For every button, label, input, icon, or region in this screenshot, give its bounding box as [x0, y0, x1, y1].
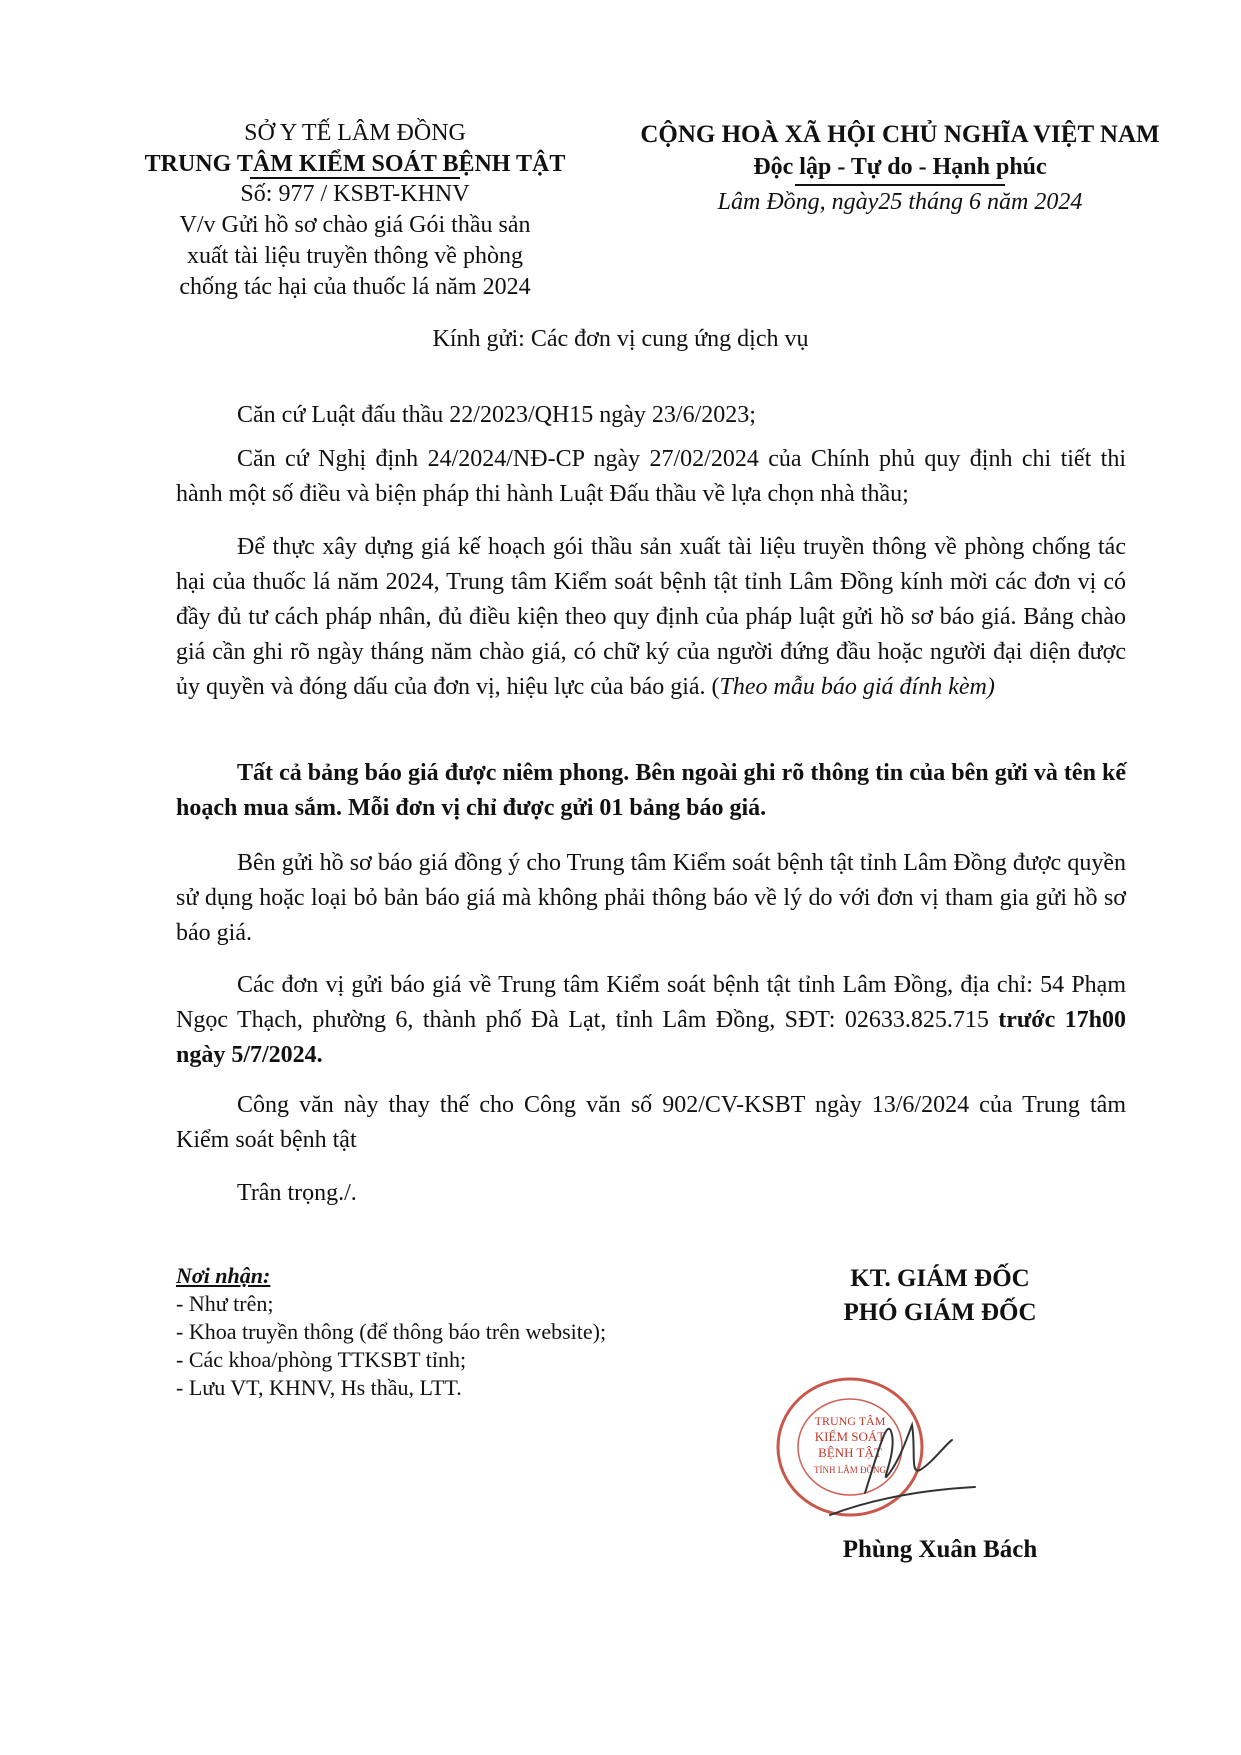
stamp-text: KIỂM SOÁT	[814, 1429, 886, 1444]
agency-name: SỞ Y TẾ LÂM ĐỒNG	[244, 120, 466, 146]
paragraph-sealed-notice: Tất cả bảng báo giá được niêm phong. Bên ngoài ghi rõ thông tin của bên gửi và tên kế hoạch mua sắm. Mỗi đơn vị chỉ được gửi 01 bảng báo giá.	[176, 760, 1126, 821]
stamp-text: TỈNH LÂM ĐỒNG	[814, 1465, 886, 1475]
signer-name: Phùng Xuân Bách	[842, 1536, 1038, 1563]
paragraph-legal-basis-2: Căn cứ Nghị định 24/2024/NĐ-CP ngày 27/02/2024 của Chính phủ quy định chi tiết thi hành một số điều và biện pháp thi hành Luật Đấu thầu về lựa chọn nhà thầu;	[176, 446, 1126, 507]
paragraph-invitation: Để thực xây dựng giá kế hoạch gói thầu sản xuất tài liệu truyền thông về phòng chống tác hại của thuốc lá năm 2024, Trung tâm Kiểm soát bệnh tật tỉnh Lâm Đồng kính mời các đơn vị có đầy đủ tư cách pháp nhân, đủ điều kiện theo quy định của pháp luật gửi hồ sơ báo giá. Bảng chào giá cần ghi rõ ngày tháng năm chào giá, có chữ ký của người đứng đầu hoặc người đại diện được ủy quyền và đóng dấu của đơn vị, hiệu lực của báo giá. (Theo mẫu báo giá đính kèm)	[176, 534, 1126, 700]
signature-title-2: PHÓ GIÁM ĐỐC	[843, 1299, 1037, 1326]
subject-line-2: xuất tài liệu truyền thông về phòng	[187, 243, 523, 269]
stamp-text: BỆNH TẬT	[818, 1445, 882, 1460]
paragraph-legal-basis-1: Căn cứ Luật đấu thầu 22/2023/QH15 ngày 23/6/2023;	[237, 402, 756, 428]
header-left	[120, 118, 590, 303]
paragraph-rights: Bên gửi hồ sơ báo giá đồng ý cho Trung tâm Kiểm soát bệnh tật tỉnh Lâm Đồng được quyền sử dụng hoặc loại bỏ bản báo giá mà không phải thông báo về lý do với đơn vị tham gia gửi hồ sơ báo giá.	[176, 850, 1126, 946]
salutation: Kính gửi: Các đơn vị cung ứng dịch vụ	[432, 326, 809, 352]
official-stamp-icon	[770, 1375, 980, 1525]
subject-line-1: V/v Gửi hồ sơ chào giá Gói thầu sản	[179, 212, 531, 238]
center-name: TRUNG TÂM KIỂM SOÁT BỆNH TẬT	[144, 151, 566, 177]
recipient-item: - Khoa truyền thông (để thông báo trên website);	[176, 1319, 607, 1344]
recipient-item: - Lưu VT, KHNV, Hs thầu, LTT.	[176, 1375, 462, 1400]
recipient-item: - Như trên;	[176, 1291, 274, 1316]
signature-block	[790, 1262, 1090, 1330]
issue-date: Lâm Đồng, ngày25 tháng 6 năm 2024	[717, 189, 1083, 215]
stamp-text: TRUNG TÂM	[814, 1414, 886, 1428]
recipients-block	[176, 1262, 606, 1402]
nation-title: CỘNG HOÀ XÃ HỘI CHỦ NGHĨA VIỆT NAM	[640, 121, 1160, 148]
closing: Trân trọng./.	[237, 1180, 357, 1206]
recipients-title: Nơi nhận:	[176, 1263, 271, 1288]
motto: Độc lập - Tự do - Hạnh phúc	[753, 154, 1047, 180]
signature-title-1: KT. GIÁM ĐỐC	[850, 1265, 1030, 1292]
subject-line-3: chống tác hại của thuốc lá năm 2024	[179, 274, 531, 300]
document-number: Số: 977 / KSBT-KHNV	[240, 181, 470, 207]
recipient-item: - Các khoa/phòng TTKSBT tỉnh;	[176, 1347, 467, 1372]
header-right	[620, 118, 1180, 219]
paragraph-replacement: Công văn này thay thế cho Công văn số 902/CV-KSBT ngày 13/6/2024 của Trung tâm Kiểm soát bệnh tật	[176, 1092, 1126, 1153]
paragraph-address: Các đơn vị gửi báo giá về Trung tâm Kiểm soát bệnh tật tỉnh Lâm Đồng, địa chỉ: 54 Phạm Ngọc Thạch, phường 6, thành phố Đà Lạt, tỉnh Lâm Đồng, SĐT: 02633.825.715 trước 17h00 ngày 5/7/2024.	[176, 972, 1126, 1068]
